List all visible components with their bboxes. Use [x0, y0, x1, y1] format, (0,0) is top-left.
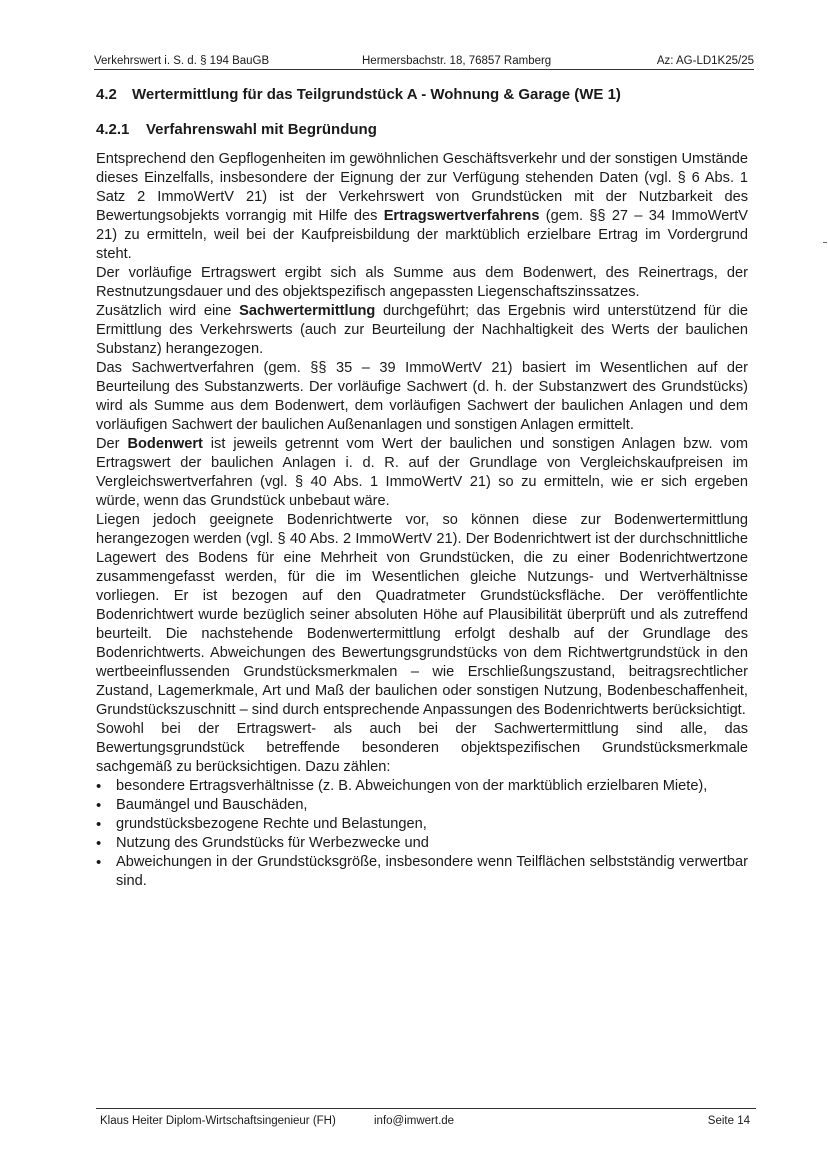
subsection-number: 4.2.1: [96, 121, 130, 138]
paragraph-land-reference-value: Liegen jedoch geeignete Bodenrichtwerte vor, so können diese zur Bodenwertermittlung herangezogen werden (vgl. § 40 Abs. 2 ImmoWertV 21). Der Bodenrichtwert ist der durchschnittliche Lagewert des Bodens für eine Mehrheit von Grundstücken, die zu einer Bodenrichtwertzone zusammengefasst werden, für die im Wesentlichen gleiche Nutzungs- und Wertverhältnisse vorliegen. Er ist bezogen auf den Quadratmeter Grundstücksfläche. Der veröffentlichte Bodenrichtwert wurde bezüglich seiner absoluten Höhe auf Plausibilität überprüft und als zutreffend beurteilt. Die nachstehende Bodenwertermittlung erfolgt deshalb auf der Grundlage des Bodenrichtwerts. Abweichungen des Bewertungsgrundstücks von dem Richtwertgrundstück in den wertbeeinflussenden Grundstücksmerkmalen – wie Erschließungszustand, beitragsrechtlicher Zustand, Lagemerkmale, Art und Maß der baulichen oder sonstigen Nutzung, Bodenbeschaffenheit, Grundstückszuschnitt – sind durch entsprechende Anpassungen des Bodenrichtwerts berücksichtigt.: [96, 512, 748, 718]
text-run: ist jeweils getrennt vom Wert der baulichen und sonstigen Anlagen bzw. vom Ertragswert der baulichen Anlagen i. d. R. auf der Grundlage von Vergleichskaufpreisen im Vergleichswertverfahren (vgl. § 40 Abs. 1 ImmoWertV 21) so zu ermitteln, wie er sich ergeben würde, wenn das Grundstück unbebaut wäre.: [96, 436, 748, 509]
header-address: Hermersbachstr. 18, 76857 Ramberg: [362, 55, 552, 67]
list-item: • besondere Ertragsverhältnisse (z. B. Abweichungen von der marktüblich erzielbaren Miete),: [116, 777, 748, 796]
text-run: Zusätzlich wird eine: [96, 303, 240, 319]
page-footer: [96, 1108, 756, 1129]
text-run: Entsprechend den Gepflogenheiten im gewöhnlichen Geschäftsverkehr und der sonstigen Umstände dieses Einzelfalls, insbesondere der Eignung der zur Verfügung stehenden Daten (vgl. § 6 Abs. 1 Satz 2 ImmoWertV 21) ist der Verkehrswert von Grundstücken mit der Nutzbarkeit des Bewertungsobjekts vorrangig mit Hilfe des: [96, 151, 748, 224]
footer-email: info@imwert.de: [374, 1115, 455, 1127]
subsection-heading: [96, 121, 377, 138]
text-run: Der: [96, 436, 128, 452]
margin-mark: [823, 242, 827, 243]
footer-author: Klaus Heiter Diplom-Wirtschaftsingenieur (FH): [100, 1115, 336, 1127]
paragraph-land-value: [96, 435, 748, 511]
section-title: Wertermittlung für das Teilgrundstück A - Wohnung & Garage (WE 1): [132, 86, 621, 103]
list-item: • Abweichungen in der Grundstücksgröße, insbesondere wenn Teilflächen selbstständig verwertbar sind.: [116, 853, 748, 891]
list-item: • grundstücksbezogene Rechte und Belastungen,: [116, 815, 748, 834]
header-valuation-basis: Verkehrswert i. S. d. § 194 BauGB: [94, 55, 270, 67]
list-item: • Nutzung des Grundstücks für Werbezwecke und: [116, 834, 748, 853]
header-case-number: Az: AG-LD1K25/25: [656, 55, 754, 67]
special-features-list: [96, 777, 748, 891]
section-number: 4.2: [96, 86, 117, 103]
text-run: (gem. §§ 27 – 34 ImmoWertV 21) zu ermitteln, weil bei der Kaufpreisbildung der marktüblich erzielbare Ertrag im Vordergrund steht.: [96, 208, 748, 262]
paragraph-special-features: Sowohl bei der Ertragswert- als auch bei der Sachwertermittlung sind alle, das Bewertungsgrundstück betreffende besonderen objektspezifischen Grundstücksmerkmale sachgemäß zu berücksichtigen. Dazu zählen:: [96, 721, 748, 775]
footer-page-number: Seite 14: [707, 1115, 750, 1127]
paragraph-income-value: Der vorläufige Ertragswert ergibt sich als Summe aus dem Bodenwert, des Reinertrags, der Restnutzungsdauer und des objektspezifisch angepassten Liegenschaftszinssatzes.: [96, 265, 748, 300]
paragraph-method-choice: [96, 150, 748, 264]
emphasis-ertragswertverfahren: Ertragswertverfahrens: [383, 208, 540, 224]
page-header: [94, 53, 754, 70]
section-heading: [96, 86, 621, 103]
text-run: durchgeführt; das Ergebnis wird unterstützend für die Ermittlung des Verkehrswerts (auch zur Beurteilung der Nachhaltigkeit des Werts der baulichen Substanz) herangezogen.: [96, 303, 748, 357]
emphasis-sachwertermittlung: Sachwertermittlung: [239, 303, 376, 319]
paragraph-cost-approach: [96, 302, 748, 359]
paragraph-cost-approach-detail: Das Sachwertverfahren (gem. §§ 35 – 39 ImmoWertV 21) basiert im Wesentlichen auf der Beurteilung des Substanzwerts. Der vorläufige Sachwert (d. h. der Substanzwert des Grundstücks) wird als Summe aus dem Bodenwert, dem vorläufigen Sachwert der baulichen Anlagen und dem vorläufigen Sachwert der baulichen Außenanlagen und sonstigen Anlagen ermittelt.: [96, 360, 748, 433]
list-item: • Baumängel und Bauschäden,: [116, 796, 748, 815]
emphasis-bodenwert: Bodenwert: [127, 436, 203, 452]
subsection-title: Verfahrenswahl mit Begründung: [146, 121, 377, 138]
body-text: [96, 150, 748, 891]
